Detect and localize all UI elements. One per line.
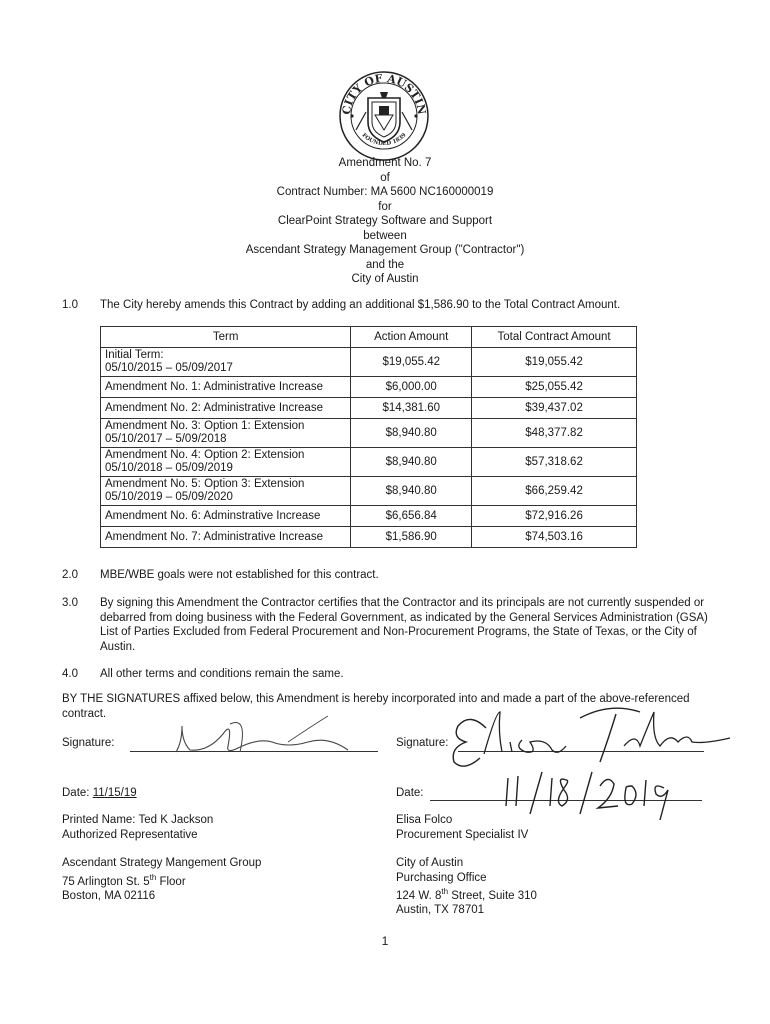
contract-number: Contract Number: MA 5600 NC160000019: [276, 186, 494, 198]
term-dates: 05/10/2018 – 05/09/2019: [105, 462, 233, 474]
right-handwritten-date-icon: [500, 766, 680, 820]
section-2: [62, 568, 712, 583]
section-1-text: The City hereby amends this Contract by adding an additional $1,586.90 to the Total Contract Amount.: [100, 299, 621, 311]
term-dates: 05/10/2019 – 05/09/2020: [105, 491, 233, 503]
action-amount-cell: $8,940.80: [351, 448, 472, 477]
table-row: [101, 419, 637, 448]
right-party-info: [396, 813, 696, 842]
total-amount-cell: $72,916.26: [472, 506, 637, 527]
term-dates: 05/10/2015 – 05/09/2017: [105, 362, 233, 374]
right-street-suffix: Street, Suite 310: [448, 889, 537, 902]
term-cell: [101, 448, 351, 477]
title-and-the: and the: [365, 258, 405, 271]
header-total-amount: Total Contract Amount: [472, 327, 637, 348]
total-amount-cell: $48,377.82: [472, 419, 637, 448]
amendment-table: [100, 326, 637, 548]
left-party-info: [62, 813, 362, 842]
term-cell: Amendment No. 1: Administrative Increase: [101, 377, 351, 398]
header-term: Term: [101, 327, 351, 348]
left-signature-label: Signature:: [62, 737, 115, 749]
left-org: Ascendant Strategy Mangement Group: [62, 857, 262, 869]
right-signature-label: Signature:: [396, 737, 449, 749]
section-4: [62, 667, 712, 682]
left-date-label: Date:: [62, 787, 90, 799]
section-2-number: 2.0: [62, 569, 78, 581]
table-row: [101, 377, 637, 398]
section-1-number: 1.0: [62, 299, 78, 311]
table-row: [101, 506, 637, 527]
left-date-row: [62, 786, 137, 801]
contractor-name: Ascendant Strategy Management Group ("Contractor"): [245, 244, 525, 256]
left-date-value: 11/15/19: [92, 787, 137, 799]
section-4-number: 4.0: [62, 668, 78, 680]
section-3-number: 3.0: [62, 597, 78, 609]
term-line: Initial Term:: [105, 349, 164, 361]
total-amount-cell: $57,318.62: [472, 448, 637, 477]
right-city: Austin, TX 78701: [396, 904, 485, 917]
title-for: for: [378, 200, 392, 213]
table-row: [101, 348, 637, 377]
signatures-intro: BY THE SIGNATURES affixed below, this Amendment is hereby incorporated into and made a part of the above-referenced contract.: [62, 693, 690, 720]
left-street: [62, 871, 362, 889]
term-cell: [101, 419, 351, 448]
header-action-amount: Action Amount: [351, 327, 472, 348]
section-3-text: By signing this Amendment the Contractor certifies that the Contractor and its principals are not currently suspended or debarred from doing business with the Federal Government, as indicated by the General Services Administration (GSA) List of Parties Excluded from Federal Procurement and Non-Procurement Programs, the State of Texas, or the City of Austin.: [100, 597, 708, 653]
amendment-number: Amendment No. 7: [338, 157, 432, 169]
action-amount-cell: $19,055.42: [351, 348, 472, 377]
term-line: Amendment No. 3: Option 1: Extension: [105, 420, 305, 432]
city-name: City of Austin: [351, 273, 419, 285]
title-of: of: [380, 171, 390, 184]
left-printed-name: Printed Name: Ted K Jackson: [62, 814, 214, 826]
action-amount-cell: $14,381.60: [351, 398, 472, 419]
table-row: [101, 477, 637, 506]
section-1: [62, 298, 712, 313]
total-amount-cell: $74,503.16: [472, 527, 637, 548]
right-address-block: [396, 856, 696, 918]
left-street-suffix: Floor: [156, 875, 186, 888]
right-street-sup: th: [441, 887, 449, 896]
right-title: Procurement Specialist IV: [396, 828, 529, 841]
left-handwritten-signature-icon: [168, 712, 368, 764]
right-date-label: Date:: [396, 787, 424, 799]
contract-title-block: [0, 156, 770, 287]
page-number: 1: [381, 934, 389, 948]
right-org: City of Austin: [396, 857, 464, 869]
action-amount-cell: $8,940.80: [351, 419, 472, 448]
table-row: [101, 448, 637, 477]
right-name: Elisa Folco: [396, 814, 453, 826]
term-cell: [101, 348, 351, 377]
section-4-text: All other terms and conditions remain the same.: [100, 668, 344, 680]
right-dept: Purchasing Office: [396, 871, 487, 884]
table-row: [101, 527, 637, 548]
term-line: Amendment No. 4: Option 2: Extension: [105, 449, 305, 461]
title-between: between: [363, 229, 407, 242]
left-address-block: [62, 856, 362, 903]
city-of-austin-seal-icon: [338, 70, 430, 162]
total-amount-cell: $25,055.42: [472, 377, 637, 398]
left-title: Authorized Representative: [62, 828, 198, 841]
left-city: Boston, MA 02116: [62, 889, 156, 902]
term-cell: Amendment No. 7: Administrative Increase: [101, 527, 351, 548]
left-street-sup: th: [149, 872, 157, 882]
right-handwritten-signature-icon: [440, 702, 740, 774]
term-cell: Amendment No. 6: Adminstrative Increase: [101, 506, 351, 527]
section-2-text: MBE/WBE goals were not established for this contract.: [100, 569, 379, 581]
seal-bottom-text: FOUNDED 1839: [360, 132, 408, 148]
table-row: [101, 398, 637, 419]
right-street-prefix: 124 W. 8: [396, 889, 442, 902]
action-amount-cell: $1,586.90: [351, 527, 472, 548]
term-cell: [101, 477, 351, 506]
action-amount-cell: $6,656.84: [351, 506, 472, 527]
total-amount-cell: $66,259.42: [472, 477, 637, 506]
left-street-prefix: 75 Arlington St. 5: [62, 875, 150, 888]
right-street: [396, 885, 696, 903]
term-dates: 05/10/2017 – 5/09/2018: [105, 433, 227, 445]
seal-top-text: CITY OF AUSTIN: [339, 71, 429, 116]
total-amount-cell: $39,437.02: [472, 398, 637, 419]
total-amount-cell: $19,055.42: [472, 348, 637, 377]
action-amount-cell: $8,940.80: [351, 477, 472, 506]
term-cell: Amendment No. 2: Administrative Increase: [101, 398, 351, 419]
contract-subject: ClearPoint Strategy Software and Support: [277, 215, 493, 227]
section-3: [62, 596, 712, 654]
action-amount-cell: $6,000.00: [351, 377, 472, 398]
term-line: Amendment No. 5: Option 3: Extension: [105, 478, 305, 490]
